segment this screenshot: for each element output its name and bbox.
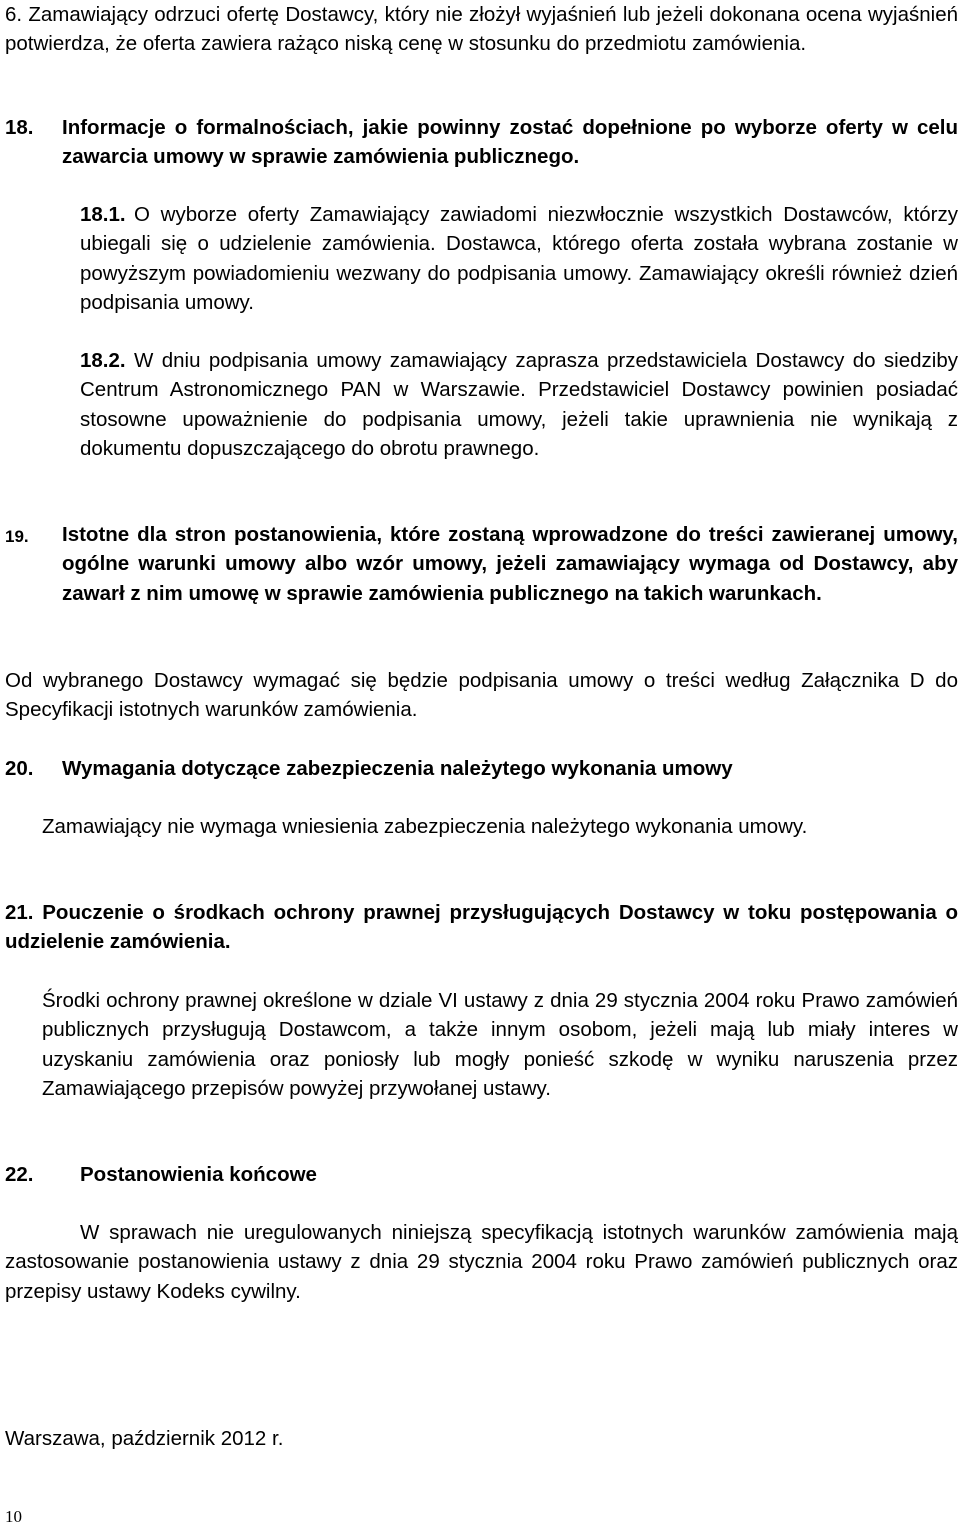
section-19-title: Istotne dla stron postanowienia, które zostaną wprowadzone do treści zawieranej umowy, ogólne warunki umowy albo wzór umowy, jeżeli zamawiający wymaga od Dostawcy, aby zawarł z nim umowę w sprawie zamówienia publicznego na takich warunkach. — [62, 523, 958, 605]
section-22-title: Postanowienia końcowe — [80, 1163, 317, 1186]
section-18-title: Informacje o formalnościach, jakie powinny zostać dopełnione po wyborze oferty w celu zawarcia umowy w sprawie zamówienia publicznego. — [62, 116, 958, 169]
page-number: 10 — [5, 1507, 22, 1526]
item-6-text: 6. Zamawiający odrzuci ofertę Dostawcy, który nie złożył wyjaśnień lub jeżeli dokonana ocena wyjaśnień potwierdza, że oferta zawiera rażąco niską cenę w stosunku do przedmiotu zamówienia. — [5, 3, 958, 56]
section-18-1-text: O wyborze oferty Zamawiający zawiadomi niezwłocznie wszystkich Dostawców, którzy ubiegali się o udzielenie zamówienia. Dostawca, którego oferta została wybrana zostanie w powyższym powiadomieniu wezwany do podpisania umowy. Zamawiający określi również dzień podpisania umowy. — [80, 203, 958, 315]
section-20-body: Zamawiający nie wymaga wniesienia zabezpieczenia należytego wykonania umowy. — [42, 815, 808, 838]
section-20-number: 20. — [5, 757, 34, 780]
section-21-title: 21. Pouczenie o środkach ochrony prawnej przysługujących Dostawcy w toku postępowania o udzielenie zamówienia. — [5, 901, 958, 954]
section-18-number: 18. — [5, 116, 34, 139]
section-18-2-text: W dniu podpisania umowy zamawiający zaprasza przedstawiciela Dostawcy do siedziby Centrum Astronomicznego PAN w Warszawie. Przedstawiciel Dostawcy powinien posiadać stosowne upoważnienie do podpisania umowy, jeżeli takie uprawnienia nie wynikają z dokumentu dopuszczającego do obrotu prawnego. — [80, 349, 958, 461]
section-22-body: W sprawach nie uregulowanych niniejszą specyfikacją istotnych warunków zamówienia mają zastosowanie postanowienia ustawy z dnia 29 stycznia 2004 roku Prawo zamówień publicznych oraz przepisy ustawy Kodeks cywilny. — [5, 1221, 958, 1303]
section-18-2-number: 18.2. — [80, 349, 126, 372]
section-19-number: 19. — [5, 527, 29, 546]
place-and-date: Warszawa, październik 2012 r. — [5, 1427, 284, 1450]
section-21-body: Środki ochrony prawnej określone w dziale VI ustawy z dnia 29 stycznia 2004 roku Prawo zamówień publicznych przysługują Dostawcom, a także innym osobom, jeżeli mają lub miały interes w uzyskaniu zamówienia oraz poniosły lub mogły ponieść szkodę w wyniku naruszenia przez Zamawiającego przepisów powyżej przywołanej ustawy. — [42, 989, 958, 1101]
section-18-1-number: 18.1. — [80, 203, 126, 226]
section-22-number: 22. — [5, 1163, 34, 1186]
section-19-body: Od wybranego Dostawcy wymagać się będzie podpisania umowy o treści według Załącznika D do Specyfikacji istotnych warunków zamówienia. — [5, 669, 958, 722]
section-20-title: Wymagania dotyczące zabezpieczenia należytego wykonania umowy — [62, 757, 733, 780]
